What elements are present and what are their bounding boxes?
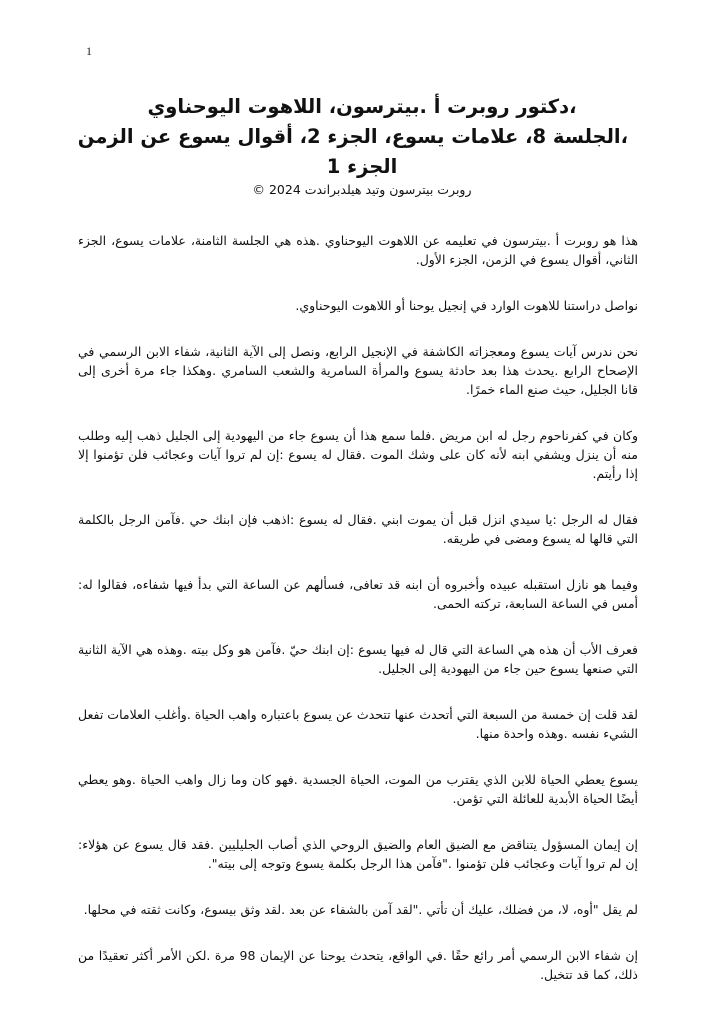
paragraph-6: وفيما هو نازل استقبله عبيده وأخبروه أن ابنه قد تعافى، فسألهم عن الساعة التي بدأ فيها شفاءه، فقالوا له: أمس في الساعة السابعة، تركته الحمى.: [78, 577, 638, 611]
paragraph-10: إن إيمان المسؤول يتناقض مع الضيق العام والضيق الروحي الذي أصاب الجليليين .فقد قال يسوع عن هؤلاء: إن لم تروا آيات وعجائب فلن تؤمنوا ."فآمن هذا الرجل بكلمة يسوع وتوجه إلى بيته".: [78, 837, 638, 871]
paragraph-1: هذا هو روبرت أ .بيترسون في تعليمه عن اللاهوت اليوحناوي .هذه هي الجلسة الثامنة، علامات يسوع، الجزء الثاني، أقوال يسوع في الزمن، الجزء الأول.: [78, 233, 638, 267]
document-title-line-1: ،دكتور روبرت أ .بيترسون، اللاهوت اليوحناوي: [147, 95, 577, 118]
document-title-line-2: ،الجلسة 8، علامات يسوع، الجزء 2، أقوال يسوع عن الزمن: [77, 125, 628, 148]
paragraph-3: نحن ندرس آيات يسوع ومعجزاته الكاشفة في الإنجيل الرابع، ونصل إلى الآية الثانية، شفاء الابن الرسمي في الإصحاح الرابع .يحدث هذا بعد حادثة يسوع والمرأة السامرية والشعب السامري .وهكذا جاء مرة أخرى إلى قانا الجليل، حيث صنع الماء خمرًا.: [78, 344, 638, 397]
paragraph-8: لقد قلت إن خمسة من السبعة التي أتحدث عنها تتحدث عن يسوع باعتباره واهب الحياة .وأغلب العلامات تفعل الشيء نفسه .وهذه واحدة منها.: [78, 707, 638, 741]
paragraph-7: فعرف الأب أن هذه هي الساعة التي قال له فيها يسوع :إن ابنك حيّ .فآمن هو وكل بيته .وهذه هي الآية الثانية التي صنعها يسوع حين جاء من اليهودية إلى الجليل.: [78, 642, 638, 676]
paragraph-9: يسوع يعطي الحياة للابن الذي يقترب من الموت، الحياة الجسدية .فهو كان وما زال واهب الحياة .وهو يعطي أيضًا الحياة الأبدية للعائلة التي تؤمن.: [78, 772, 638, 806]
paragraph-2: نواصل دراستنا للاهوت الوارد في إنجيل يوحنا أو اللاهوت اليوحناوي.: [295, 298, 638, 313]
document-title-line-3: الجزء 1: [326, 155, 398, 178]
paragraph-12: إن شفاء الابن الرسمي أمر رائع حقًا .في الواقع، يتحدث يوحنا عن الإيمان 98 مرة .لكن الأمر أكثر تعقيدًا من ذلك، كما قد تتخيل.: [78, 948, 638, 982]
paragraph-4: وكان في كفرناحوم رجل له ابن مريض .فلما سمع هذا أن يسوع جاء من اليهودية إلى الجليل ذهب إليه وطلب منه أن ينزل ويشفي ابنه لأنه كان على وشك الموت .فقال له يسوع :إن لم تروا آيات وعجائب فلن تؤمنوا إلا إذا رأيتم.: [78, 428, 638, 481]
paragraph-11: لم يقل "أوه، لا، من فضلك، عليك أن تأتي ."لقد آمن بالشفاء عن بعد .لقد وثق بيسوع، وكانت ثقته في محلها.: [83, 902, 638, 917]
document-body: [78, 231, 638, 1011]
page-number: 1: [86, 44, 92, 58]
author-copyright-line: روبرت بيترسون وتيد هيلدبراندت 2024 ©: [252, 182, 472, 197]
document-header: [77, 92, 628, 198]
paragraph-5: فقال له الرجل :يا سيدي انزل قبل أن يموت ابني .فقال له يسوع :اذهب فإن ابنك حي .فآمن الرجل بالكلمة التي قالها له يسوع ومضى في طريقه.: [78, 512, 638, 546]
